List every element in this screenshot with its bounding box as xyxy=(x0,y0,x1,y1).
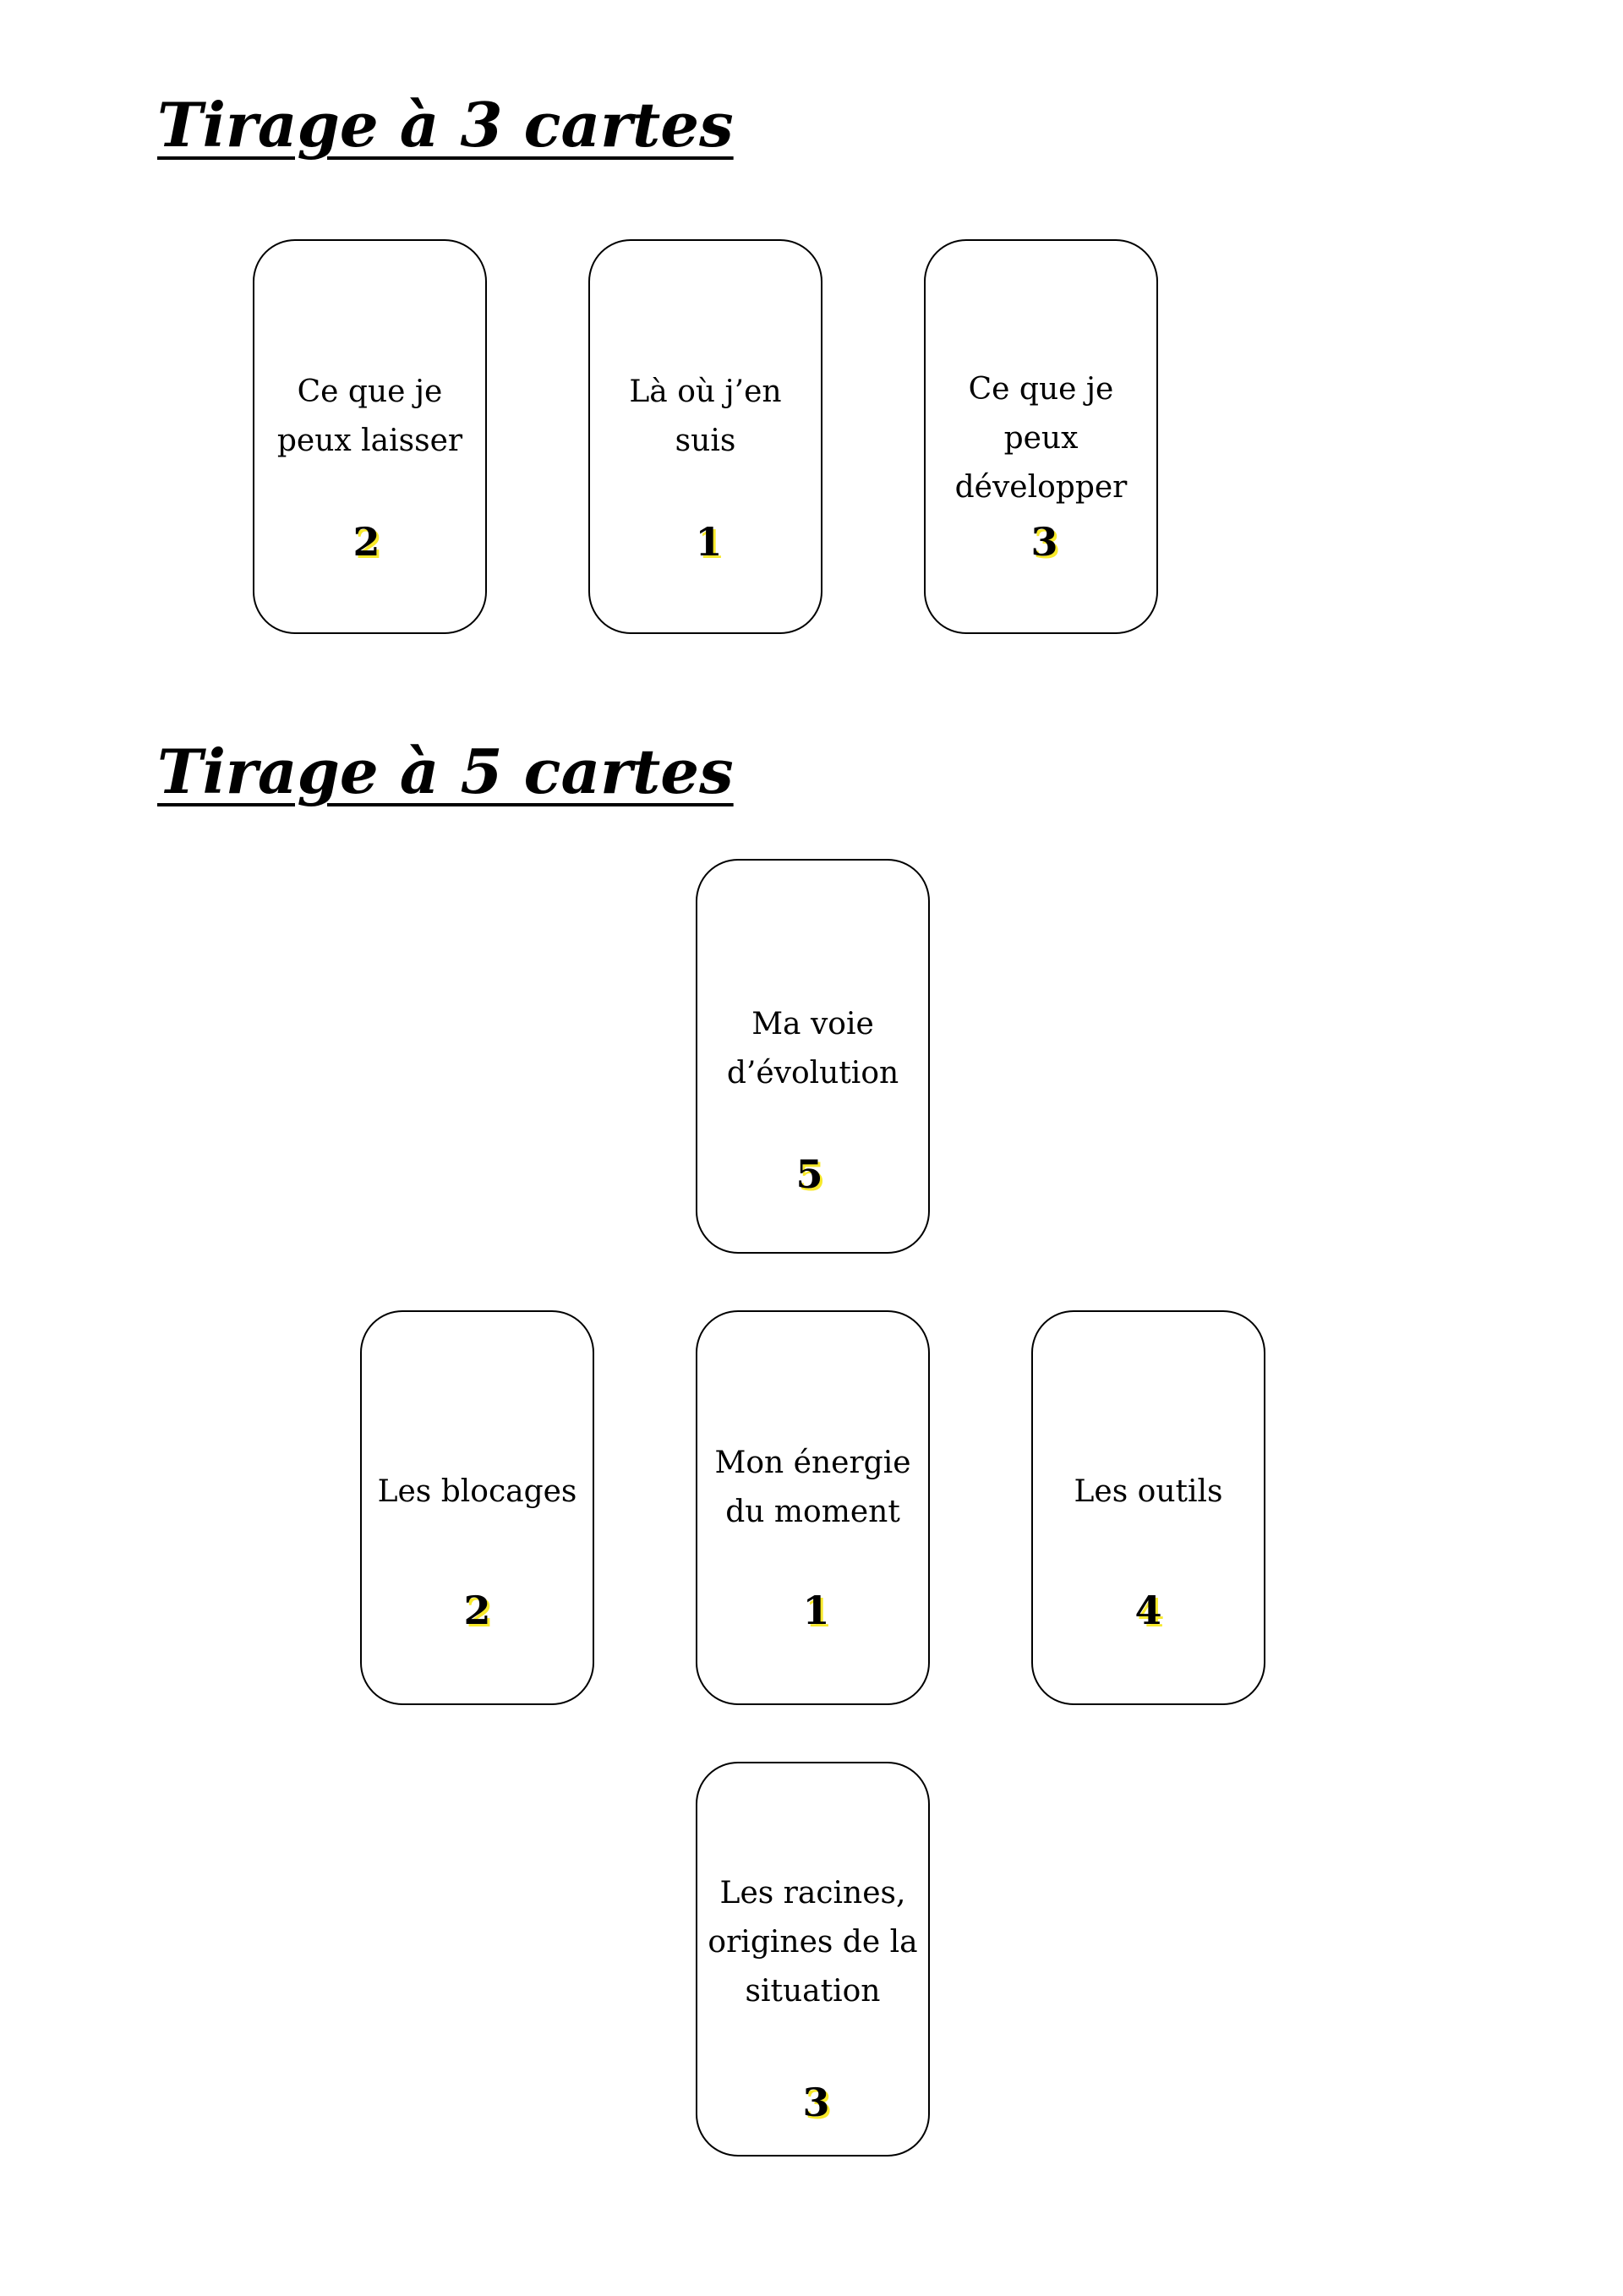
card-five-spread-center xyxy=(696,1310,930,1705)
card-label: Ce que je peux laisser xyxy=(276,374,463,458)
card-five-spread-left xyxy=(360,1310,594,1705)
card-label: Là où j’en suis xyxy=(629,374,782,458)
card-three-spread-2 xyxy=(588,239,822,634)
card-label: Ce que je peux développer xyxy=(954,372,1128,505)
card-label: Les racines, origines de la situation xyxy=(708,1876,918,2009)
card-three-spread-1 xyxy=(253,239,487,634)
card-number: 1 xyxy=(695,519,723,565)
card-number: 5 xyxy=(795,1151,823,1197)
card-label: Ma voie d’évolution xyxy=(726,1007,899,1091)
card-number: 3 xyxy=(802,2080,830,2125)
card-label: Les outils xyxy=(1074,1474,1223,1509)
card-number: 4 xyxy=(1134,1588,1162,1633)
card-three-spread-3 xyxy=(924,239,1158,634)
card-number: 2 xyxy=(463,1588,491,1633)
card-number: 3 xyxy=(1030,519,1058,565)
card-number: 1 xyxy=(802,1588,830,1633)
card-label: Les blocages xyxy=(377,1474,577,1509)
card-five-spread-right xyxy=(1031,1310,1265,1705)
section-title-five-card-spread: Tirage à 5 cartes xyxy=(157,735,734,807)
section-title-three-card-spread: Tirage à 3 cartes xyxy=(157,89,734,161)
card-label: Mon énergie du moment xyxy=(714,1446,911,1529)
card-number: 2 xyxy=(352,519,380,565)
card-five-spread-top xyxy=(696,859,930,1254)
card-five-spread-bottom xyxy=(696,1762,930,2157)
